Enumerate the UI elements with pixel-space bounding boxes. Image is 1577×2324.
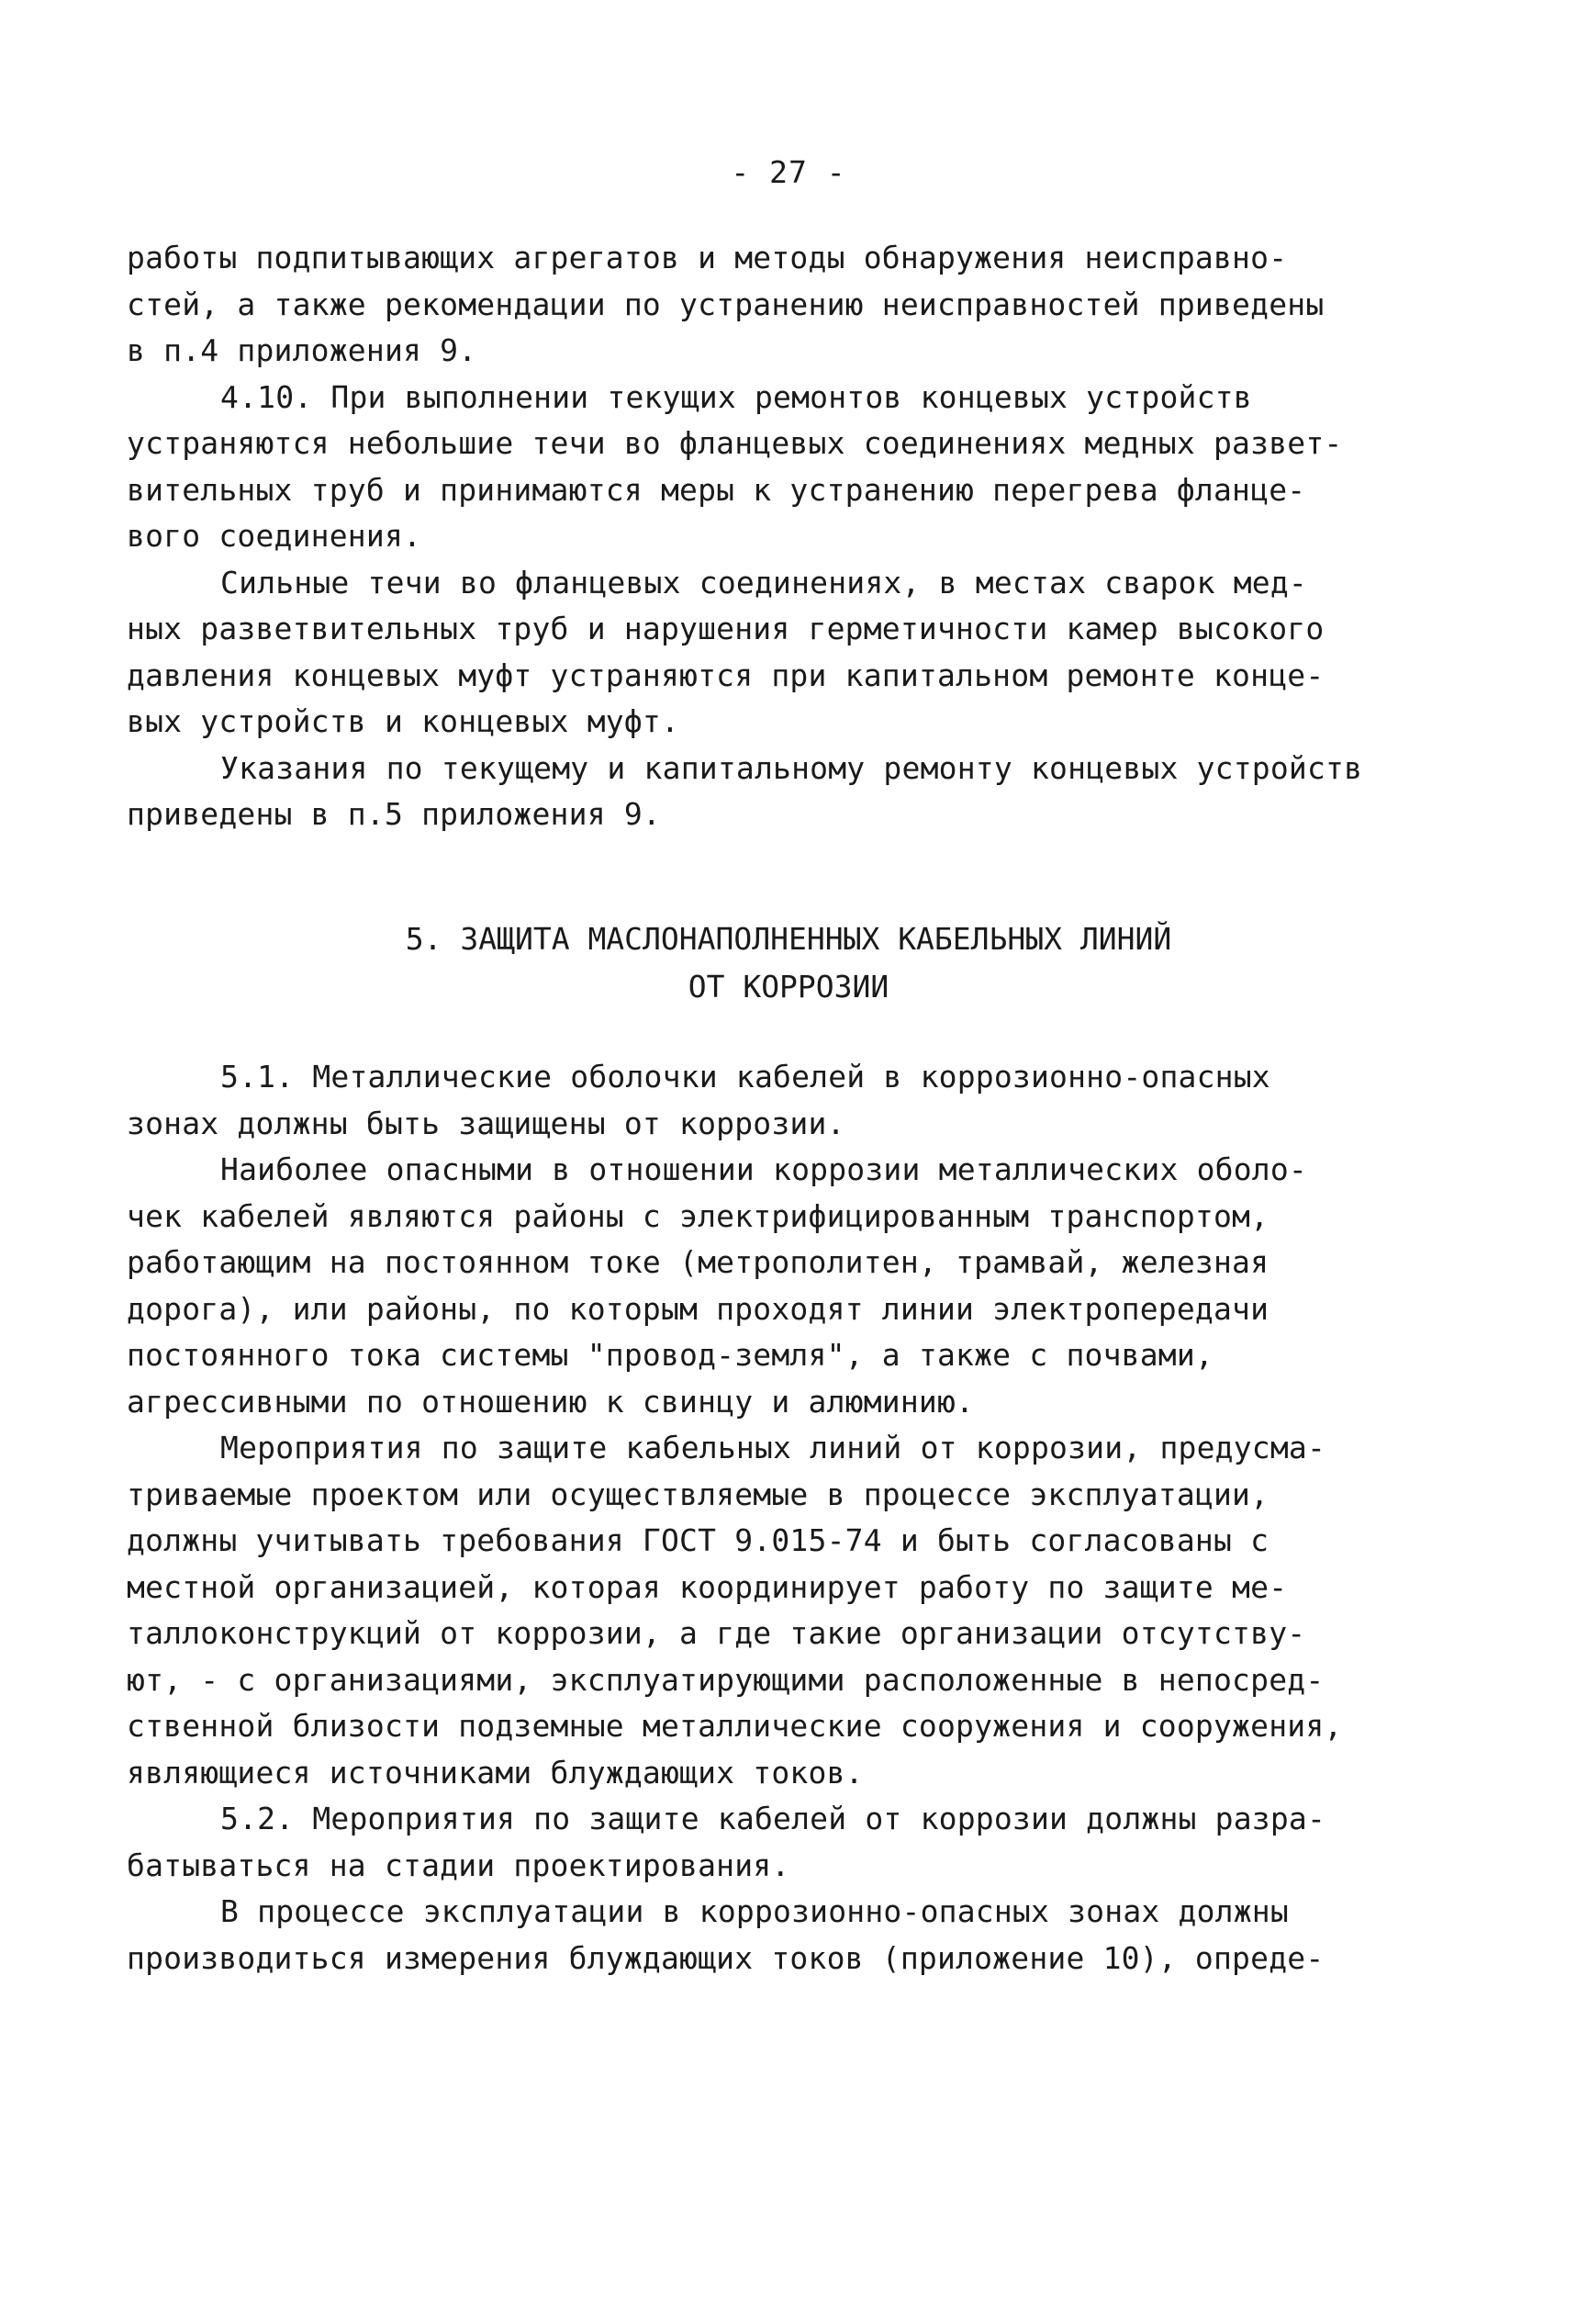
text-line: давления концевых муфт устраняются при капитальном ремонте конце- xyxy=(127,657,1325,693)
text-line: постоянного тока системы "провод-земля", а также с почвами, xyxy=(127,1337,1214,1373)
section-heading-line-1: 5. ЗАЩИТА МАСЛОНАПОЛНЕННЫХ КАБЕЛЬНЫХ ЛИНИЙ xyxy=(405,921,1172,957)
text-line: вительных труб и принимаются меры к устранению перегрева фланце- xyxy=(127,471,1306,508)
text-line: местной организацией, которая координирует работу по защите ме- xyxy=(127,1568,1288,1605)
text-line: ственной близости подземные металлические сооружения и сооружения, xyxy=(127,1708,1343,1744)
text-line: зонах должны быть защищены от коррозии. xyxy=(127,1105,845,1141)
text-line: должны учитывать требования ГОСТ 9.015-74 и быть согласованы с xyxy=(127,1522,1269,1558)
text-line: являющиеся источниками блуждающих токов. xyxy=(127,1754,864,1791)
text-line: производиться измерения блуждающих токов (приложение 10), опреде- xyxy=(127,1939,1325,1976)
text-line: таллоконструкций от коррозии, а где такие организации отсутству- xyxy=(127,1615,1306,1651)
text-block-maintenance xyxy=(127,235,1430,838)
text-block-corrosion xyxy=(127,1054,1430,1982)
text-line: работы подпитывающих агрегатов и методы обнаружения неисправно- xyxy=(127,240,1288,275)
text-line: дорога), или районы, по которым проходят линии электропередачи xyxy=(127,1290,1269,1327)
paragraph-start-5-1: 5.1. Металлические оболочки кабелей в коррозионно-опасных xyxy=(220,1059,1270,1095)
paragraph-start: Мероприятия по защите кабельных линий от коррозии, предусма- xyxy=(220,1430,1326,1465)
text-line: вого соединения. xyxy=(127,518,422,554)
text-line: ных разветвительных труб и нарушения герметичности камер высокого xyxy=(127,611,1325,646)
paragraph-start-4-10: 4.10. При выполнении текущих ремонтов концевых устройств xyxy=(220,378,1252,415)
text-line: ют, - с организациями, эксплуатирующими расположенные в непосред- xyxy=(127,1661,1325,1698)
paragraph-start-5-2: 5.2. Мероприятия по защите кабелей от коррозии должны разра- xyxy=(220,1801,1326,1836)
paragraph-start: Указания по текущему и капитальному ремонту концевых устройств xyxy=(220,749,1363,786)
text-line: работающим на постоянном токе (метрополитен, трамвай, железная xyxy=(127,1244,1269,1280)
text-line: батываться на стадии проектирования. xyxy=(127,1847,790,1883)
text-line: агрессивными по отношению к свинцу и алюминию. xyxy=(127,1383,975,1420)
paragraph-start: В процессе эксплуатации в коррозионно-опасных зонах должны xyxy=(220,1893,1289,1929)
text-line: чек кабелей являются районы с электрифицированным транспортом, xyxy=(127,1197,1269,1234)
page-number: - 27 - xyxy=(731,154,846,190)
text-line: приведены в п.5 приложения 9. xyxy=(127,796,661,832)
paragraph-start: Наиболее опасными в отношении коррозии металлических оболо- xyxy=(220,1151,1307,1187)
text-line: вых устройств и концевых муфт. xyxy=(127,703,680,739)
text-line: триваемые проектом или осуществляемые в процессе эксплуатации, xyxy=(127,1476,1269,1512)
section-heading-line-2: ОТ КОРРОЗИИ xyxy=(688,969,889,1005)
paragraph-start: Сильные течи во фланцевых соединениях, в местах сварок мед- xyxy=(220,564,1307,601)
text-line: в п.4 приложения 9. xyxy=(127,332,477,368)
text-line: устраняются небольшие течи во фланцевых соединениях медных развет- xyxy=(127,425,1343,461)
text-line: стей, а также рекомендации по устранению неисправностей приведены xyxy=(127,286,1325,322)
